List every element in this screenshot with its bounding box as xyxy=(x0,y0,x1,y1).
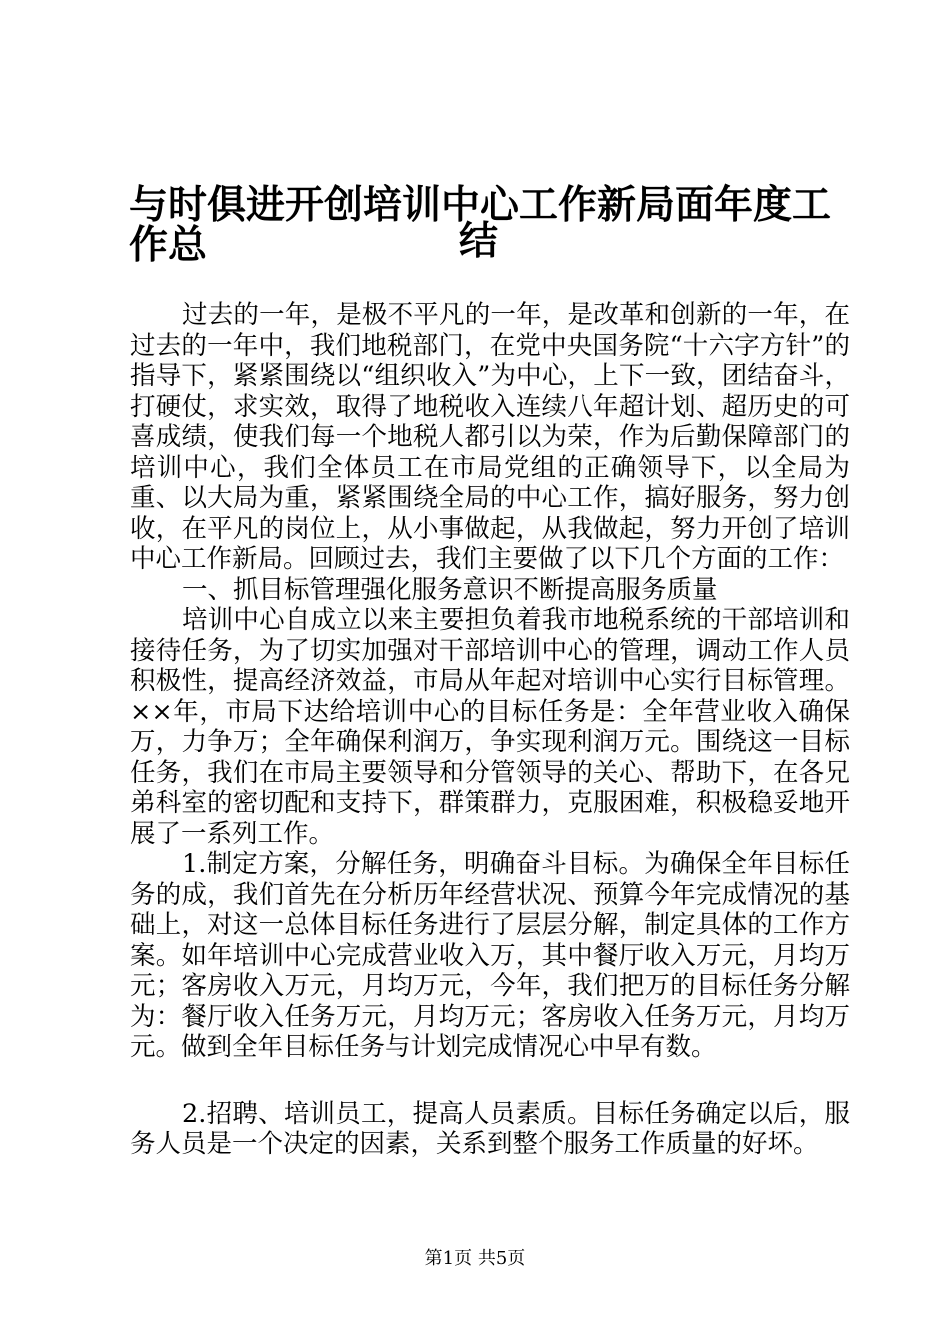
paragraph-item-2: 2.招聘、培训员工，提高人员素质。目标任务确定以后，服务人员是一个决定的因素，关系到整个服务工作质量的好坏。 xyxy=(130,1098,850,1159)
paragraph-gap xyxy=(130,1063,850,1099)
page-footer: 第1页 共5页 xyxy=(424,1248,526,1269)
section-heading-1: 一、抓目标管理强化服务意识不断提高服务质量 xyxy=(182,574,718,605)
document-title-line-2: 结 xyxy=(459,219,499,264)
paragraph-item-1: 1.制定方案，分解任务，明确奋斗目标。为确保全年目标任务的成，我们首先在分析历年经营状况、预算今年完成情况的基础上，对这一总体目标任务进行了层层分解，制定具体的工作方案。如年培训中心完成营业收入万，其中餐厅收入万元，月均万元；客房收入万元，月均万元，今年，我们把万的目标任务分解为：餐厅收入任务万元，月均万元；客房收入任务万元，月均万元。做到全年目标任务与计划完成情况心中早有数。 xyxy=(130,849,850,1062)
paragraph-section-1: 培训中心自成立以来主要担负着我市地税系统的干部培训和接待任务，为了切实加强对干部培训中心的管理，调动工作人员积极性，提高经济效益，市局从年起对培训中心实行目标管理。××年，市局下达给培训中心的目标任务是：全年营业收入确保万，力争万；全年确保利润万，争实现利润万元。围绕这一目标任务，我们在市局主要领导和分管领导的关心、帮助下，在各兄弟科室的密切配和支持下，群策群力，克服困难，积极稳妥地开展了一系列工作。 xyxy=(130,605,850,849)
paragraph-intro: 过去的一年，是极不平凡的一年，是改革和创新的一年，在过去的一年中，我们地税部门，在党中央国务院“十六字方针”的指导下，紧紧围绕以“组织收入”为中心，上下一致，团结奋斗，打硬仗，求实效，取得了地税收入连续八年超计划、超历史的可喜成绩，使我们每一个地税人都引以为荣，作为后勤保障部门的培训中心，我们全体员工在市局党组的正确领导下，以全局为重、以大局为重，紧紧围绕全局的中心工作，搞好服务，努力创收，在平凡的岗位上，从小事做起，从我做起，努力开创了培训中心工作新局。回顾过去，我们主要做了以下几个方面的工作： xyxy=(130,300,850,574)
document-title-line-1: 与时俱进开创培训中心工作新局面年度工作总 xyxy=(129,183,832,268)
document-body xyxy=(130,300,850,1160)
